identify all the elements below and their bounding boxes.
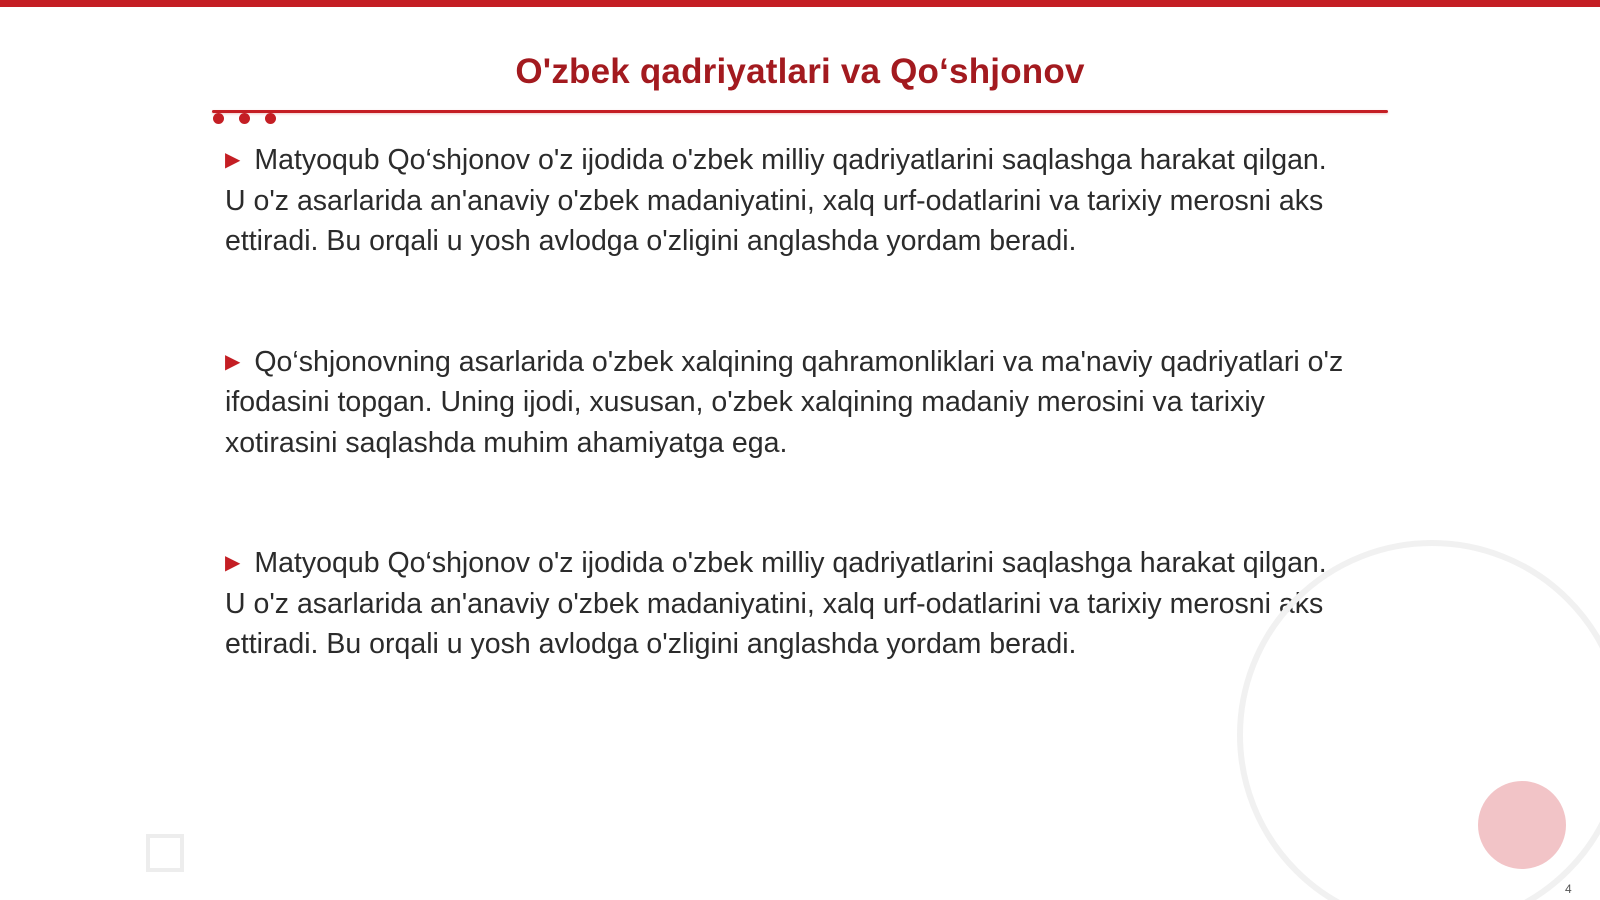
bullet-text: Matyoqub Qo‘shjonov o'z ijodida o'zbek milliy qadriyatlarini saqlashga harakat qilgan. U o'z asarlarida an'anaviy o'zbek madaniyatini, xalq urf-odatlarini va tarixiy merosni aks ettiradi. Bu orqali u yosh avlodga o'zligini anglashda yordam beradi. (225, 547, 1327, 660)
bullet-text: Qo‘shjonovning asarlarida o'zbek xalqining qahramonliklari va ma'naviy qadriyatlari o'z ifodasini topgan. Uning ijodi, xususan, o'zbek xalqining madaniy merosini va tarixiy xotirasini saqlashda muhim ahamiyatga ega. (225, 345, 1344, 459)
top-accent-bar (0, 0, 1600, 7)
decor-square (146, 834, 184, 872)
bullet-list (225, 140, 1355, 665)
page-number: 4 (1565, 882, 1572, 896)
slide-title: O'zbek qadriyatlari va Qo‘shjonov (515, 52, 1085, 91)
bullet-text: Matyoqub Qo‘shjonov o'z ijodida o'zbek milliy qadriyatlarini saqlashga harakat qilgan. U o'z asarlarida an'anaviy o'zbek madaniyatini, xalq urf-odatlarini va tarixiy merosni aks ettiradi. Bu orqali u yosh avlodga o'zligini anglashda yordam beradi. (225, 144, 1327, 257)
bullet-item (225, 140, 1355, 262)
bullet-item (225, 342, 1355, 464)
triangle-right-icon: ▶ (225, 149, 241, 171)
decor-dot (265, 113, 276, 124)
bullet-item (225, 543, 1355, 665)
decor-pink-circle (1478, 781, 1566, 869)
triangle-right-icon: ▶ (225, 350, 241, 373)
decor-dot (213, 113, 224, 124)
triangle-right-icon: ▶ (225, 552, 241, 574)
title-underline (212, 110, 1388, 113)
decor-dot (239, 113, 250, 124)
